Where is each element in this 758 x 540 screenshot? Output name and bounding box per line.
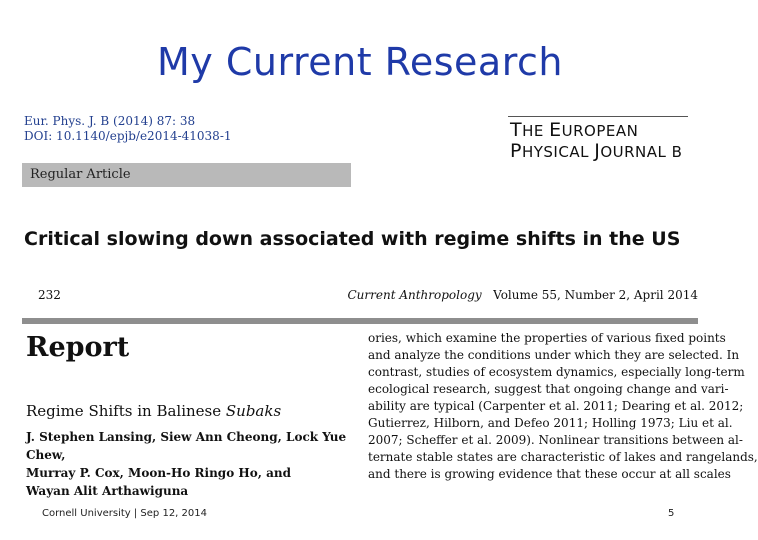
slide-title: My Current Research [157, 40, 563, 84]
journal-name: THE EUROPEAN PHYSICAL JOURNAL B [510, 119, 683, 162]
body-line: and analyze the conditions under which they are selected. In [368, 348, 740, 362]
doi-line: DOI: 10.1140/epjb/e2014-41038-1 [24, 129, 232, 143]
report-heading: Report [26, 332, 130, 363]
paper-excerpt-current-anthropology [22, 282, 758, 498]
body-line: Gutierrez, Hilborn, and Defeo 2011; Holling 1973; Liu et al. [368, 416, 733, 430]
body-line: ecological research, suggest that ongoing change and vari- [368, 382, 729, 396]
section-band [22, 163, 351, 187]
section-label: Regular Article [30, 167, 131, 182]
author-list [26, 428, 356, 500]
issue-info: Volume 55, Number 2, April 2014 [493, 288, 698, 302]
author-line: Wayan Alit Arthawiguna [26, 484, 189, 498]
journal-title: Current Anthropology [347, 288, 482, 302]
header-rule [22, 318, 698, 324]
paper-excerpt-epjb [22, 108, 694, 258]
body-line: 2007; Scheffer et al. 2009). Nonlinear transitions between al- [368, 433, 743, 447]
slide-page-number: 5 [668, 508, 675, 519]
body-line: ories, which examine the properties of various fixed points [368, 331, 726, 345]
journal-rule [508, 116, 688, 117]
slide-footer: Cornell University | Sep 12, 2014 [42, 508, 207, 519]
author-line: J. Stephen Lansing, Siew Ann Cheong, Lock Yue Chew, [26, 430, 347, 462]
body-text [368, 330, 758, 483]
body-line: contrast, studies of ecosystem dynamics, especially long-term [368, 365, 745, 379]
body-line: ternate stable states are characteristic of lakes and rangelands, [368, 450, 758, 464]
citation [24, 114, 232, 144]
author-line: Murray P. Cox, Moon-Ho Ringo Ho, and [26, 466, 291, 480]
citation-line: Eur. Phys. J. B (2014) 87: 38 [24, 114, 196, 128]
body-line: and there is growing evidence that these occur at all scales [368, 467, 731, 481]
page-number: 232 [38, 288, 61, 302]
body-line: ability are typical (Carpenter et al. 2011; Dearing et al. 2012; [368, 399, 744, 413]
article-title: Regime Shifts in Balinese Subaks [26, 402, 282, 420]
article-headline: Critical slowing down associated with regime shifts in the US [24, 228, 681, 250]
journal-reference [347, 288, 698, 302]
